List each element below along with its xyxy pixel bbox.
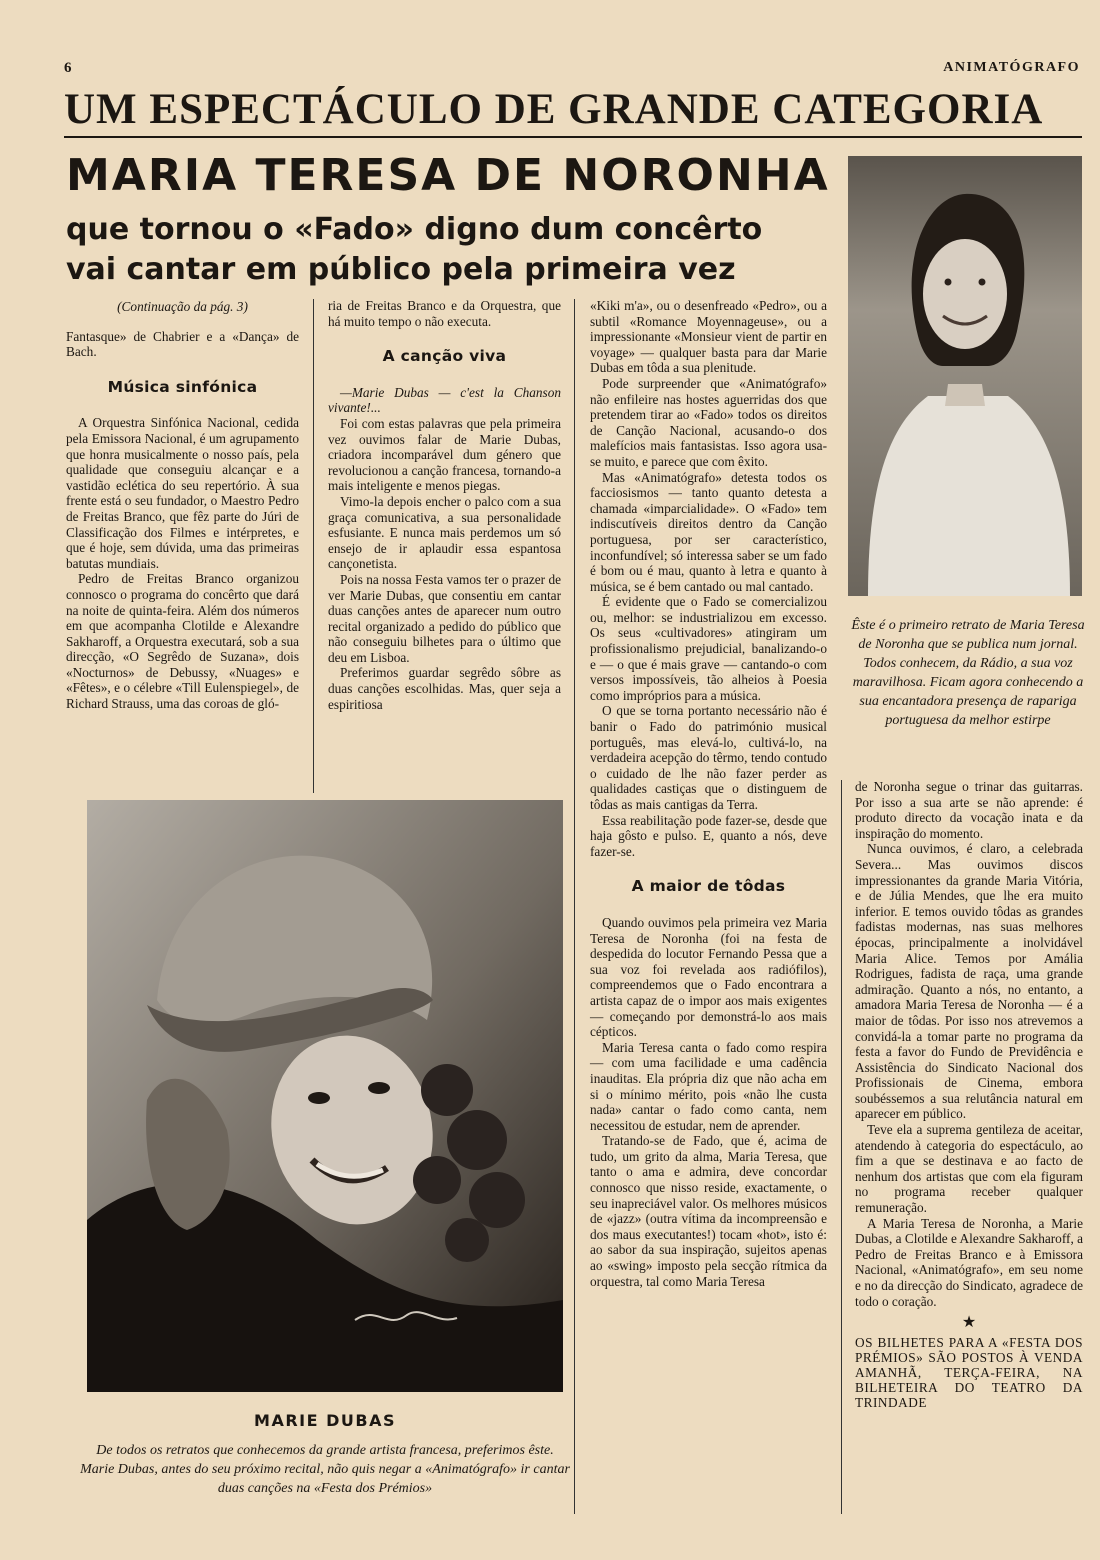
portrait-maria-teresa	[848, 156, 1082, 596]
paragraph: Vimo-la depois encher o palco com a sua graça comunicativa, a sua personalidade esfusiante. E nunca mais perdemos um só ensejo de ir aplaudir essa espantosa cançonetista.	[328, 493, 561, 572]
article-title: MARIA TERESA DE NORONHA	[66, 150, 830, 201]
paragraph: Pedro de Freitas Branco organizou connosco o programa do concêrto que dará na noite de quinta-feira. Além dos números em que acompanha Clotilde e Alexandre Sakharoff, a Orquestra executará, sob a sua direcção, «O Segrêdo de Suzana», dois «Nocturnos» de Debussy, «Nuages» e «Fêtes», e o célebre «Till Eulenspiegel», de Richard Strauss, uma das coroas de gló-	[66, 571, 299, 712]
paragraph: A Orquestra Sinfónica Nacional, cedida pela Emissora Nacional, é um agrupamento que honra musicalmente o nosso país, pela qualidade que conseguiu alcançar e a vastidão eclética do seu repertório. À sua frente está o seu fundador, o Maestro Pedro de Freitas Branco, que fêz parte do Júri de Classificação dos Filmes e intérpretes, e que é hoje, sem dúvida, uma das primeiras batutas mundiais.	[66, 415, 299, 571]
paragraph: Teve ela a suprema gentileza de aceitar, atendendo à categoria do espectáculo, ao fim a que se destinava e ao facto de nenhum dos artistas que com ela figuram no programa receber qualquer remuneração.	[855, 1122, 1083, 1216]
paragraph: A Maria Teresa de Noronha, a Marie Dubas, a Clotilde e Alexandre Sakharoff, a Pedro de Freitas Branco e à Emissora Nacional, «Animatógrafo», em seu nome e no da direcção do Sindicato, agradece de todo o coração.	[855, 1215, 1083, 1309]
column-1	[66, 299, 299, 712]
star-icon: ★	[961, 1314, 977, 1332]
section-heading: A maior de tôdas	[631, 877, 786, 896]
publication-name: ANIMATÓGRAFO	[943, 60, 1080, 75]
paragraph: Pode surpreender que «Animatógrafo» não enfileire nas hostes aguerridas dos que pretendem tirar ao «Fado» todos os direitos de Canção Nacional, acusando-o dos malefícios mais fantasistas. Isso agora usa-se muito, e parece que com êxito.	[590, 375, 827, 469]
paragraph: Pois na nossa Festa vamos ter o prazer de ver Marie Dubas, que consentiu em cantar duas canções antes de aparecer num outro recital organizado a pedido do público que não conseguiu bilhetes para o último que deu em Lisboa.	[328, 571, 561, 665]
paragraph: O que se torna portanto necessário não é banir o Fado do património musical português, mas elevá-lo, cultivá-lo, na verdadeira acepção do têrmo, tendo contudo o cuidado de lhe não fazer perder as qualidades castiças que o distinguem de tôdas as mais cantigas da Terra.	[590, 703, 827, 812]
section-heading: Música sinfónica	[107, 377, 258, 396]
column-divider	[313, 299, 314, 793]
column-2	[328, 298, 561, 712]
paragraph: É evidente que o Fado se comercializou ou, melhor: se industrializou em excesso. Os seus «cultivadores» atingiram um profissionalismo prejudicial, banalizando-o e — o que é mais grave — cantando-o com versos impossíveis, tão alheios à Poesia como impróprios para a música.	[590, 594, 827, 703]
paragraph: Foi com estas palavras que pela primeira vez ouvimos falar de Marie Dubas, criadora incomparável dum género que revolucionou a canção francesa, tornando-a mais inteligente e menos piegas.	[328, 415, 561, 494]
page-number: 6	[64, 60, 72, 76]
paragraph: Maria Teresa canta o fado como respira — com uma facilidade e uma cadência inauditas. Ela própria diz que não acha em si o mínimo mérito, pois «não lhe custa nada» cantar o fado como canta, nem necessitou de estudar, nem de aprender.	[590, 1039, 827, 1133]
paragraph: Mas «Animatógrafo» detesta todos os facciosismos — tanto quanto detesta a chamada «imparcialidade». O «Fado» tem indiscutíveis direitos dentro da Canção portuguesa, por ser característico, inconfundível; só interessa saber se um fado é bom ou é mau, quanto à letra e quanto à música, se é bem cantado ou mal cantado.	[590, 469, 827, 594]
article-subtitle-1: que tornou o «Fado» digno dum concêrto	[66, 212, 763, 247]
photo-caption-marie-dubas: De todos os retratos que conhecemos da grande artista francesa, preferimos êste. Marie Dubas, antes do seu próximo recital, não quis negar a «Animatógrafo» ir cantar duas canções na «Festa dos Prémios»	[80, 1443, 570, 1496]
paragraph: Essa reabilitação pode fazer-se, desde que haja gôsto e pulso. E, quanto a nós, deve fazer-se.	[590, 812, 827, 859]
column-divider	[841, 780, 842, 1514]
paragraph: Preferimos guardar segrêdo sôbre as duas canções escolhidas. Mas, quer seja a espiritiosa	[328, 665, 561, 712]
paragraph: ria de Freitas Branco e da Orquestra, que há muito tempo o não executa.	[328, 298, 561, 329]
photo-caption-title: MARIE DUBAS	[254, 1411, 396, 1430]
photo-marie-dubas	[87, 800, 563, 1392]
ticket-notice: OS BILHETES PARA A «FESTA DOS PRÉMIOS» SÃO POSTOS À VENDA AMANHÃ, TERÇA-FEIRA, NA BILHETEIRA DO TEATRO DA TRINDADE	[855, 1334, 1083, 1410]
photo-caption-maria-teresa: Êste é o primeiro retrato de Maria Teresa de Noronha que se publica num jornal. Todos conhecem, da Rádio, a sua voz maravilhosa. Ficam agora conhecendo a sua encantadora presença de rapariga portuguesa da melhor estirpe	[851, 618, 1085, 728]
column-4	[855, 779, 1083, 1410]
continuation-note: (Continuação da pág. 3)	[117, 299, 248, 314]
quote: —Marie Dubas — c'est la Chanson vivante!...	[328, 384, 561, 416]
paragraph: Nunca ouvimos, é claro, a celebrada Severa... Mas ouvimos discos impressionantes da grande Maria Vitória, e de Júlia Mendes, que lhe era muito inferior. E temos ouvido tôdas as grandes fadistas modernas, nas suas melhores épocas, principalmente a inolvidável Maria Alice. Temos por Amália Rodrigues, fadista de raça, uma grande admiração. Quanto a nós, no entanto, a amadora Maria Teresa de Noronha — é a maior de tôdas. Por isso nos atrevemos a convidá-la a tomar parte no programa da festa a favor do Fundo de Previdência e Assistência do Sindicato Nacional dos Profissionais de Cinema, embora soubéssemos a sua relutância natural em aparecer em público.	[855, 841, 1083, 1122]
paragraph: Tratando-se de Fado, que é, acima de tudo, um grito da alma, Maria Teresa, que tanto o ama e admira, deve concordar connosco que nisso reside, exactamente, o seu inapreciável valor. Os melhores músicos de «jazz» (outra vítima da incompreensão e dos maus executantes!) tocam «hot», isto é: ao sabor da sua inspiração, sujeitos apenas ao «swing» imposto pela secção rítmica da orquestra, tal como Maria Teresa	[590, 1133, 827, 1289]
paragraph: «Kiki m'a», ou o desenfreado «Pedro», ou a subtil «Romance Moyennageuse», ou a impressionante «Monsieur vient de partir en voyage» — qualquer basta para dar Marie Dubas em tôda a sua plenitude.	[590, 298, 827, 376]
article-subtitle-2: vai cantar em público pela primeira vez	[66, 252, 736, 287]
section-headline: UM ESPECTÁCULO DE GRANDE CATEGORIA	[64, 84, 1082, 138]
portrait-marie-dubas	[87, 800, 563, 1392]
photo-maria-teresa	[848, 156, 1082, 596]
section-heading: A canção viva	[382, 347, 507, 366]
paragraph: Quando ouvimos pela primeira vez Maria Teresa de Noronha (foi na festa de despedida do locutor Fernando Pessa que a sua voz foi revelada aos radiófilos), compreendemos que o Fado encontrara a artista capaz de o impor aos mais exigentes — começando por demonstrá-lo aos mais cépticos.	[590, 914, 827, 1040]
paragraph: de Noronha segue o trinar das guitarras. Por isso a sua arte se não aprende: é produto directo da vocação inata e da inspiração do momento.	[855, 779, 1083, 841]
column-divider	[574, 299, 575, 1514]
column-3	[590, 298, 827, 1289]
paragraph: Fantasque» de Chabrier e a «Dança» de Bach.	[66, 328, 299, 360]
